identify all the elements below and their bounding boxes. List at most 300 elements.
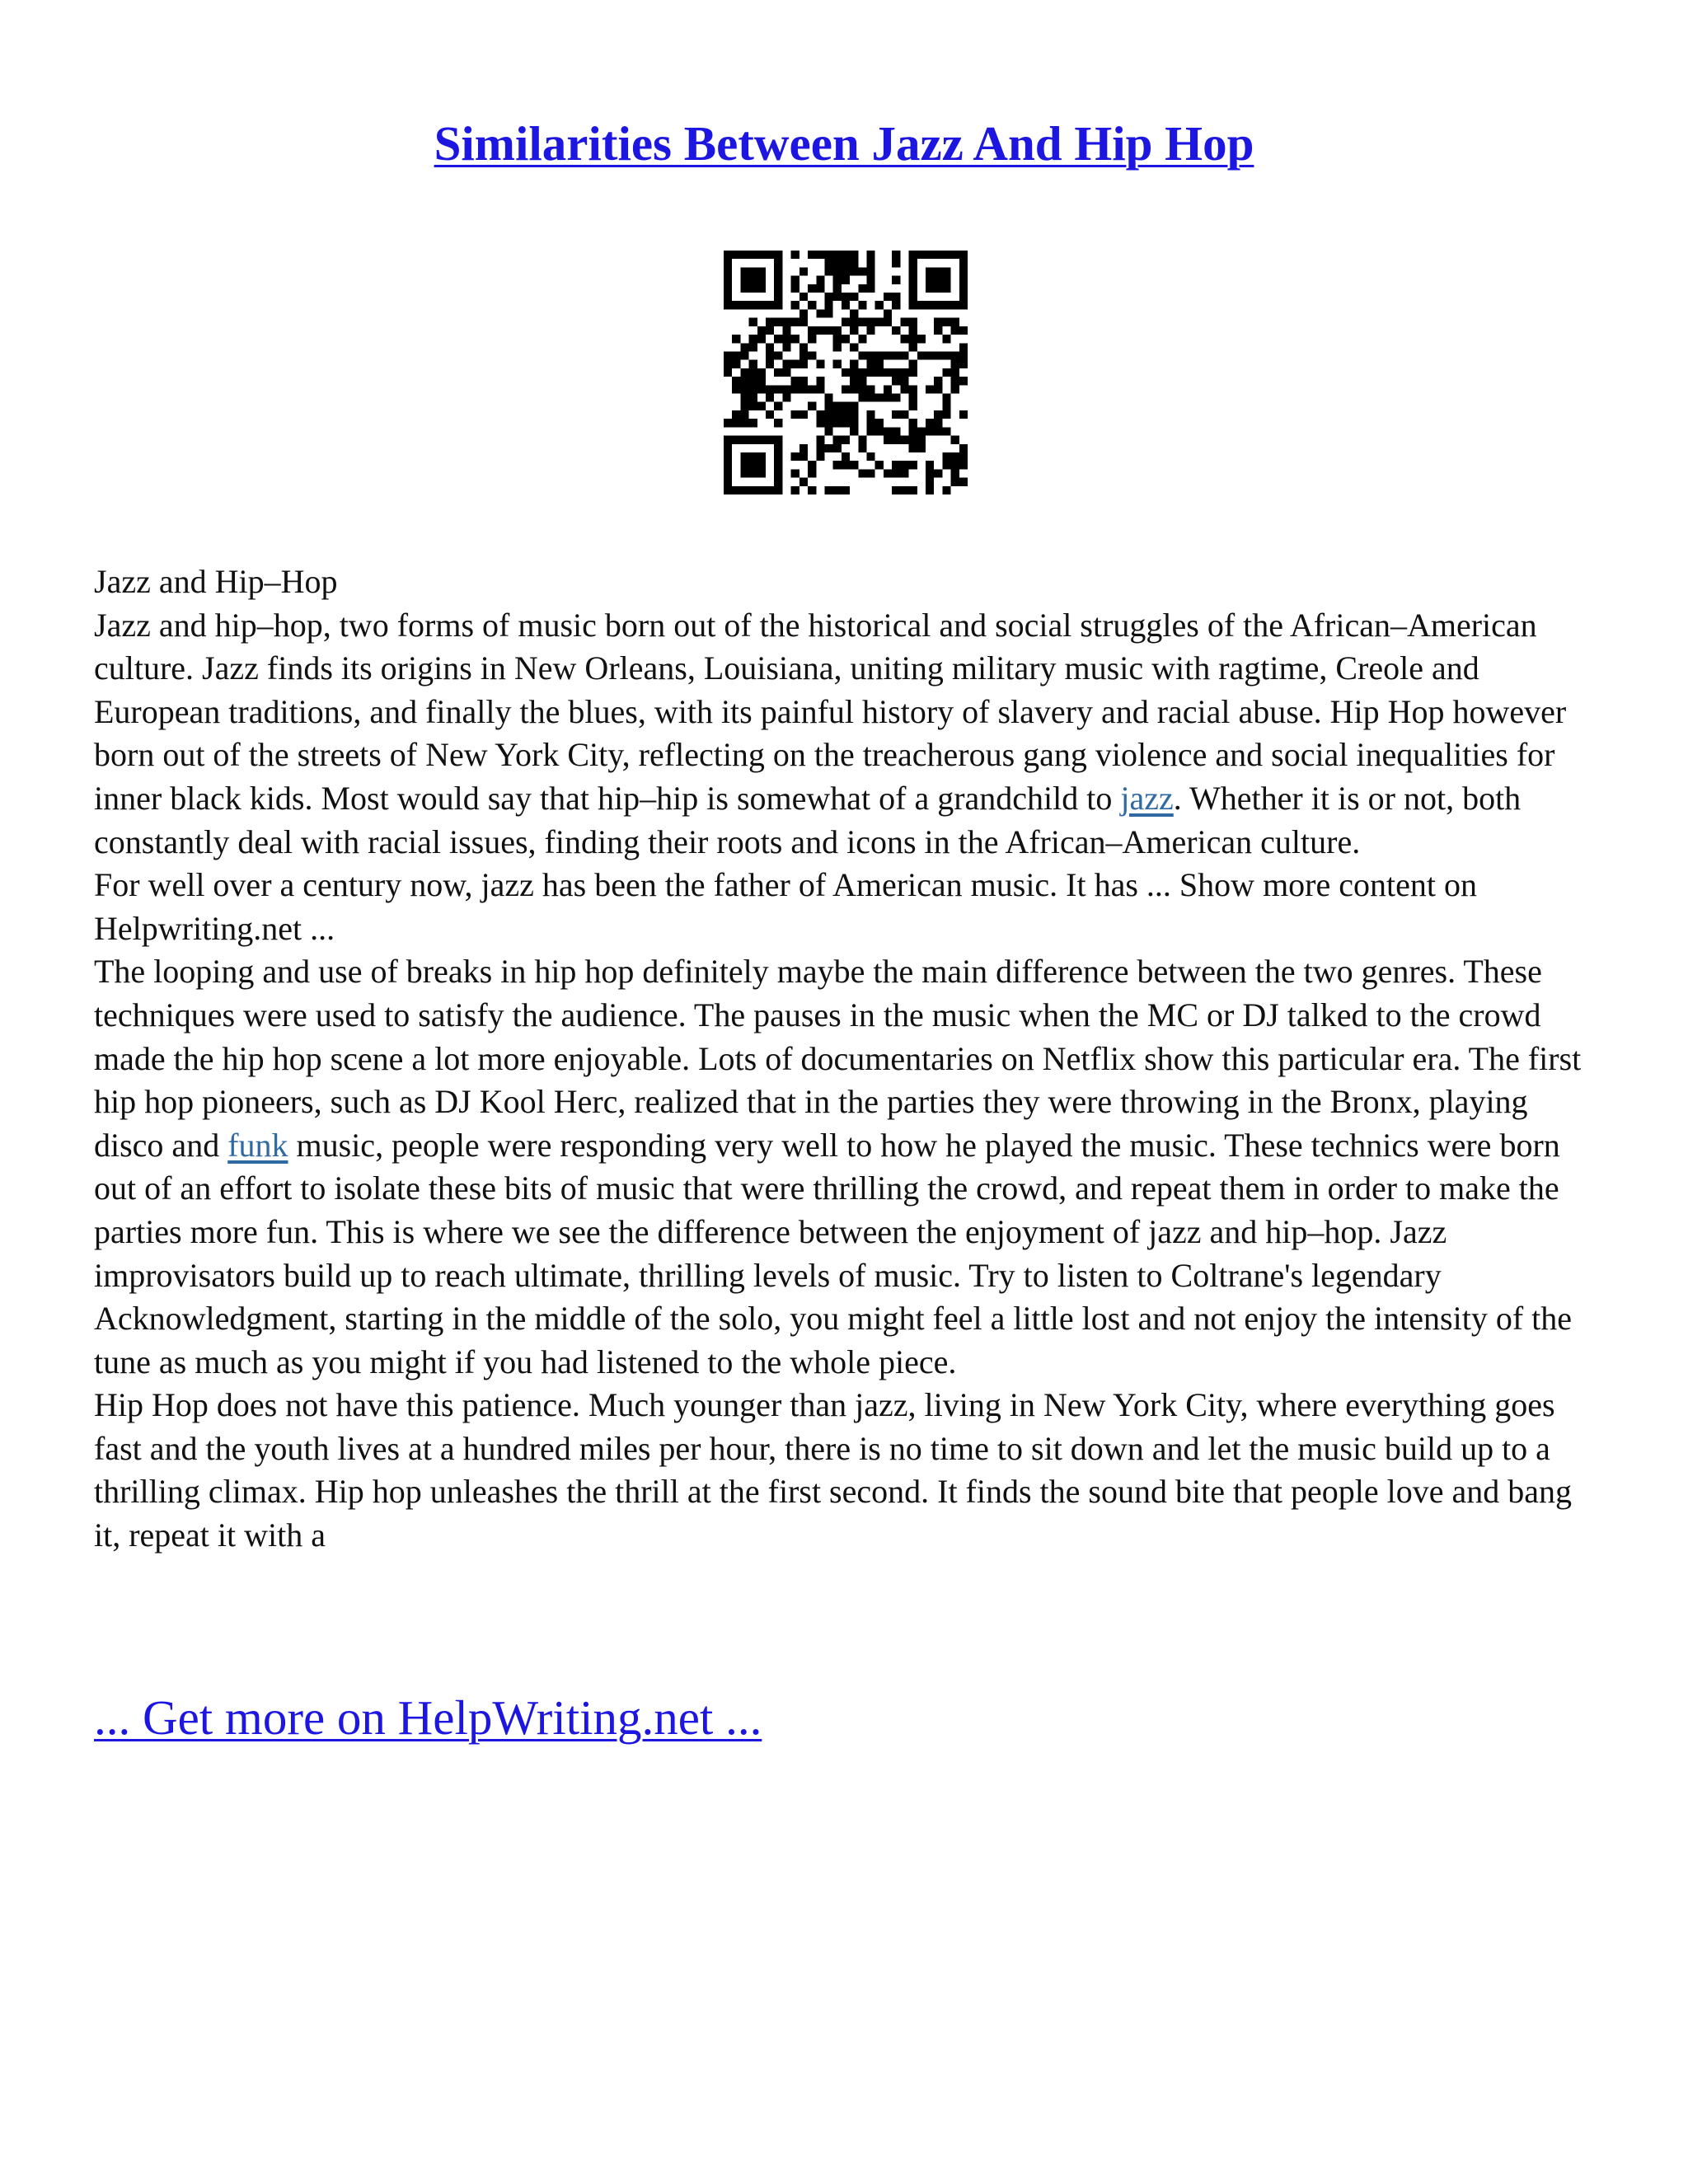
qr-module xyxy=(926,385,934,393)
qr-module xyxy=(749,377,757,385)
qr-module xyxy=(757,385,766,393)
qr-module xyxy=(732,351,740,359)
qr-module xyxy=(808,469,816,477)
qr-module xyxy=(926,351,934,359)
qr-module xyxy=(833,251,842,259)
qr-module xyxy=(926,276,934,284)
qr-module xyxy=(909,486,917,494)
qr-module xyxy=(749,486,757,494)
qr-module xyxy=(858,385,866,393)
qr-module xyxy=(858,469,866,477)
qr-code-image xyxy=(724,251,968,494)
qr-module xyxy=(892,293,900,301)
qr-module xyxy=(850,427,858,435)
qr-module xyxy=(867,419,875,427)
qr-module xyxy=(842,318,850,326)
qr-module xyxy=(833,444,842,452)
qr-module xyxy=(791,251,799,259)
qr-module xyxy=(808,461,816,469)
qr-module xyxy=(816,385,824,393)
qr-module xyxy=(959,410,968,419)
qr-module xyxy=(791,318,799,326)
qr-module xyxy=(757,267,766,275)
qr-module xyxy=(850,251,858,259)
qr-module xyxy=(749,368,757,377)
qr-module xyxy=(867,276,875,284)
qr-module xyxy=(900,385,908,393)
qr-module xyxy=(909,385,917,393)
qr-module xyxy=(926,251,934,259)
qr-module xyxy=(740,301,748,309)
qr-module xyxy=(892,410,900,419)
qr-module xyxy=(909,259,917,267)
qr-module xyxy=(850,293,858,301)
qr-module xyxy=(900,486,908,494)
qr-module xyxy=(774,385,782,393)
qr-module xyxy=(867,259,875,267)
qr-module xyxy=(942,301,950,309)
qr-module xyxy=(791,385,799,393)
qr-module xyxy=(816,419,824,427)
qr-module xyxy=(858,394,866,402)
qr-module xyxy=(858,335,866,343)
qr-module xyxy=(900,461,908,469)
qr-module xyxy=(900,351,908,359)
qr-module xyxy=(816,326,824,335)
qr-module xyxy=(892,486,900,494)
qr-module xyxy=(782,326,790,335)
qr-module xyxy=(850,343,858,351)
qr-module xyxy=(757,436,766,444)
qr-module xyxy=(892,276,900,284)
qr-module xyxy=(867,368,875,377)
qr-module xyxy=(900,410,908,419)
qr-module xyxy=(892,259,900,267)
qr-module xyxy=(959,452,968,461)
qr-module xyxy=(724,461,732,469)
qr-module xyxy=(816,276,824,284)
qr-module xyxy=(833,276,842,284)
qr-module xyxy=(740,410,748,419)
qr-module xyxy=(858,444,866,452)
qr-module xyxy=(774,486,782,494)
qr-module xyxy=(909,368,917,377)
qr-module xyxy=(824,410,832,419)
qr-module xyxy=(791,276,799,284)
qr-module xyxy=(867,351,875,359)
qr-module xyxy=(774,276,782,284)
qr-module xyxy=(842,276,850,284)
qr-module xyxy=(757,377,766,385)
qr-module xyxy=(909,284,917,293)
qr-module xyxy=(749,461,757,469)
qr-module xyxy=(926,419,934,427)
qr-module xyxy=(867,410,875,419)
qr-module xyxy=(917,427,926,435)
qr-module xyxy=(942,461,950,469)
qr-module xyxy=(749,394,757,402)
qr-module xyxy=(959,301,968,309)
qr-module xyxy=(842,251,850,259)
qr-module xyxy=(724,452,732,461)
qr-module xyxy=(850,360,858,368)
qr-module xyxy=(824,402,832,410)
qr-module xyxy=(892,377,900,385)
qr-module xyxy=(842,486,850,494)
qr-module xyxy=(824,309,832,317)
article-heading: Jazz and Hip–Hop xyxy=(94,563,338,600)
qr-module xyxy=(724,251,732,259)
qr-module xyxy=(900,377,908,385)
qr-module xyxy=(926,461,934,469)
qr-module xyxy=(774,251,782,259)
qr-module xyxy=(942,335,950,343)
qr-module xyxy=(850,267,858,275)
qr-module xyxy=(749,284,757,293)
qr-module xyxy=(942,410,950,419)
qr-module xyxy=(951,351,959,359)
qr-module xyxy=(724,276,732,284)
qr-module xyxy=(884,385,892,393)
qr-module xyxy=(959,377,968,385)
qr-module xyxy=(740,377,748,385)
qr-module xyxy=(724,351,732,359)
qr-module xyxy=(740,368,748,377)
qr-module xyxy=(740,251,748,259)
qr-module xyxy=(884,309,892,317)
qr-module xyxy=(909,444,917,452)
qr-module xyxy=(732,335,740,343)
qr-module xyxy=(816,452,824,461)
qr-module xyxy=(833,402,842,410)
qr-module xyxy=(740,436,748,444)
qr-module xyxy=(724,284,732,293)
qr-module xyxy=(951,326,959,335)
qr-module xyxy=(909,436,917,444)
qr-module xyxy=(824,251,832,259)
qr-module xyxy=(757,469,766,477)
qr-module xyxy=(926,267,934,275)
qr-module xyxy=(782,394,790,402)
qr-module xyxy=(875,351,884,359)
qr-module xyxy=(867,360,875,368)
qr-module xyxy=(724,486,732,494)
qr-module xyxy=(951,469,959,477)
qr-module xyxy=(842,402,850,410)
qr-module xyxy=(791,452,799,461)
qr-module xyxy=(757,461,766,469)
qr-module xyxy=(774,267,782,275)
qr-module xyxy=(740,461,748,469)
qr-module xyxy=(774,436,782,444)
qr-module xyxy=(774,368,782,377)
qr-module xyxy=(850,368,858,377)
qr-module xyxy=(909,301,917,309)
qr-module xyxy=(900,436,908,444)
qr-module xyxy=(774,335,782,343)
qr-module xyxy=(875,461,884,469)
qr-module xyxy=(833,335,842,343)
qr-module xyxy=(833,410,842,419)
qr-module xyxy=(749,452,757,461)
qr-module xyxy=(867,318,875,326)
qr-module xyxy=(766,251,774,259)
qr-module xyxy=(816,309,824,317)
qr-module xyxy=(942,318,950,326)
qr-module xyxy=(774,452,782,461)
qr-module xyxy=(926,469,934,477)
qr-module xyxy=(766,360,774,368)
qr-module xyxy=(824,326,832,335)
qr-module xyxy=(740,469,748,477)
qr-module xyxy=(942,368,950,377)
qr-module xyxy=(884,469,892,477)
qr-module xyxy=(917,444,926,452)
qr-module xyxy=(740,419,748,427)
qr-module xyxy=(934,276,942,284)
qr-module xyxy=(774,284,782,293)
qr-module xyxy=(909,267,917,275)
qr-module xyxy=(766,394,774,402)
get-more-link[interactable]: ... Get more on HelpWriting.net ... xyxy=(94,1690,762,1745)
qr-module xyxy=(757,452,766,461)
qr-module xyxy=(909,461,917,469)
qr-module xyxy=(934,377,942,385)
qr-module xyxy=(782,335,790,343)
qr-module xyxy=(934,326,942,335)
qr-module xyxy=(934,267,942,275)
qr-module xyxy=(942,267,950,275)
qr-module xyxy=(959,444,968,452)
qr-module xyxy=(724,478,732,486)
qr-module xyxy=(824,301,832,309)
qr-module xyxy=(942,427,950,435)
qr-module xyxy=(749,251,757,259)
qr-module xyxy=(842,410,850,419)
qr-module xyxy=(833,360,842,368)
qr-module xyxy=(892,301,900,309)
qr-module xyxy=(791,360,799,368)
qr-module xyxy=(740,394,748,402)
qr-module xyxy=(724,419,732,427)
paragraph-2: For well over a century now, jazz has been the father of American music. It has ... Show more content on Helpwriting.net ... xyxy=(94,866,1477,947)
qr-module xyxy=(951,377,959,385)
qr-module xyxy=(875,394,884,402)
qr-module xyxy=(799,452,808,461)
qr-module xyxy=(942,402,950,410)
qr-module xyxy=(951,368,959,377)
qr-module xyxy=(808,351,816,359)
qr-module xyxy=(766,343,774,351)
qr-module xyxy=(842,259,850,267)
qr-module xyxy=(808,326,816,335)
qr-module xyxy=(909,293,917,301)
qr-module xyxy=(724,267,732,275)
qr-module xyxy=(850,385,858,393)
qr-module xyxy=(824,427,832,435)
qr-module xyxy=(749,267,757,275)
qr-module xyxy=(926,486,934,494)
qr-module xyxy=(766,301,774,309)
qr-module xyxy=(833,259,842,267)
qr-module xyxy=(884,394,892,402)
qr-module xyxy=(959,461,968,469)
qr-module xyxy=(833,436,842,444)
qr-module xyxy=(951,360,959,368)
qr-module xyxy=(842,461,850,469)
qr-module xyxy=(934,427,942,435)
qr-module xyxy=(816,251,824,259)
paragraph-1 xyxy=(94,604,1602,865)
qr-module xyxy=(740,343,748,351)
qr-module xyxy=(959,351,968,359)
qr-module xyxy=(799,267,808,275)
qr-module xyxy=(740,284,748,293)
qr-module xyxy=(842,452,850,461)
qr-module xyxy=(774,318,782,326)
qr-module xyxy=(858,318,866,326)
qr-module xyxy=(799,410,808,419)
qr-module xyxy=(774,478,782,486)
qr-module xyxy=(782,360,790,368)
qr-module xyxy=(934,385,942,393)
qr-module xyxy=(942,486,950,494)
qr-module xyxy=(799,385,808,393)
qr-module xyxy=(858,368,866,377)
qr-module xyxy=(942,394,950,402)
qr-module xyxy=(724,360,732,368)
qr-module xyxy=(934,410,942,419)
qr-module xyxy=(875,301,884,309)
qr-module xyxy=(959,251,968,259)
qr-module xyxy=(867,427,875,435)
article-body xyxy=(94,560,1602,1558)
qr-module xyxy=(909,360,917,368)
qr-module xyxy=(816,377,824,385)
qr-module xyxy=(850,419,858,427)
qr-module xyxy=(926,301,934,309)
qr-module xyxy=(909,251,917,259)
qr-module xyxy=(858,377,866,385)
qr-module xyxy=(959,478,968,486)
qr-module xyxy=(934,469,942,477)
qr-module xyxy=(740,402,748,410)
qr-module xyxy=(833,343,842,351)
qr-module xyxy=(884,293,892,301)
qr-module xyxy=(766,385,774,393)
qr-module xyxy=(749,360,757,368)
qr-module xyxy=(951,318,959,326)
qr-module xyxy=(892,326,900,335)
qr-module xyxy=(774,301,782,309)
qr-module xyxy=(909,276,917,284)
qr-module xyxy=(808,385,816,393)
qr-module xyxy=(833,419,842,427)
qr-module xyxy=(749,276,757,284)
qr-module xyxy=(808,335,816,343)
qr-module xyxy=(875,427,884,435)
qr-module xyxy=(808,486,816,494)
qr-module xyxy=(942,284,950,293)
qr-module xyxy=(749,436,757,444)
title-link[interactable]: Similarities Between Jazz And Hip Hop xyxy=(434,116,1254,171)
qr-module xyxy=(791,486,799,494)
qr-module xyxy=(749,343,757,351)
qr-module xyxy=(892,251,900,259)
qr-module xyxy=(917,335,926,343)
qr-module xyxy=(934,251,942,259)
qr-module xyxy=(824,259,832,267)
qr-module xyxy=(867,469,875,477)
qr-module xyxy=(740,351,748,359)
qr-module xyxy=(808,402,816,410)
qr-module xyxy=(732,360,740,368)
qr-module xyxy=(951,461,959,469)
qr-module xyxy=(909,326,917,335)
qr-module xyxy=(884,351,892,359)
qr-module xyxy=(867,394,875,402)
qr-module xyxy=(942,251,950,259)
qr-module xyxy=(740,452,748,461)
qr-module xyxy=(808,251,816,259)
qr-module xyxy=(951,301,959,309)
qr-module xyxy=(909,335,917,343)
qr-module xyxy=(951,251,959,259)
qr-module xyxy=(757,251,766,259)
qr-module xyxy=(959,284,968,293)
qr-module xyxy=(740,276,748,284)
qr-module xyxy=(867,284,875,293)
paragraph-3-text-b: music, people were responding very well to how he played the music. These technics were born out of an effort to isolate these bits of music that were thrilling the crowd, and repeat them in order to make the parties more fun. This is where we see the difference between the enjoyment of jazz and hip–hop. Jazz improvisators build up to reach ultimate, thrilling levels of music. Try to listen to Coltrane's legendary Acknowledgment, starting in the middle of the solo, you might feel a little lost and not enjoy the intensity of the tune as much as you might if you had listened to the whole piece. xyxy=(94,1126,1573,1380)
qr-module xyxy=(816,360,824,368)
qr-module xyxy=(724,301,732,309)
qr-module xyxy=(917,301,926,309)
qr-module xyxy=(749,402,757,410)
qr-module xyxy=(757,368,766,377)
qr-module xyxy=(850,318,858,326)
qr-module xyxy=(732,377,740,385)
qr-module xyxy=(724,259,732,267)
qr-module xyxy=(875,360,884,368)
qr-module xyxy=(732,251,740,259)
qr-module xyxy=(842,267,850,275)
qr-module xyxy=(782,343,790,351)
page-title xyxy=(0,114,1688,173)
qr-module xyxy=(732,419,740,427)
qr-module xyxy=(757,326,766,335)
qr-module xyxy=(757,301,766,309)
jazz-link[interactable]: jazz xyxy=(1120,779,1174,817)
qr-module xyxy=(766,410,774,419)
qr-module xyxy=(858,301,866,309)
qr-module xyxy=(842,335,850,343)
qr-module xyxy=(791,469,799,477)
get-more-link-container xyxy=(94,1688,762,1747)
qr-module xyxy=(757,276,766,284)
qr-module xyxy=(934,318,942,326)
qr-module xyxy=(766,351,774,359)
qr-module xyxy=(959,293,968,301)
qr-module xyxy=(892,469,900,477)
qr-module xyxy=(842,368,850,377)
qr-module xyxy=(951,385,959,393)
funk-link[interactable]: funk xyxy=(227,1126,288,1164)
qr-module xyxy=(791,335,799,343)
qr-module xyxy=(917,251,926,259)
qr-module xyxy=(824,444,832,452)
qr-module xyxy=(951,452,959,461)
qr-module xyxy=(909,402,917,410)
